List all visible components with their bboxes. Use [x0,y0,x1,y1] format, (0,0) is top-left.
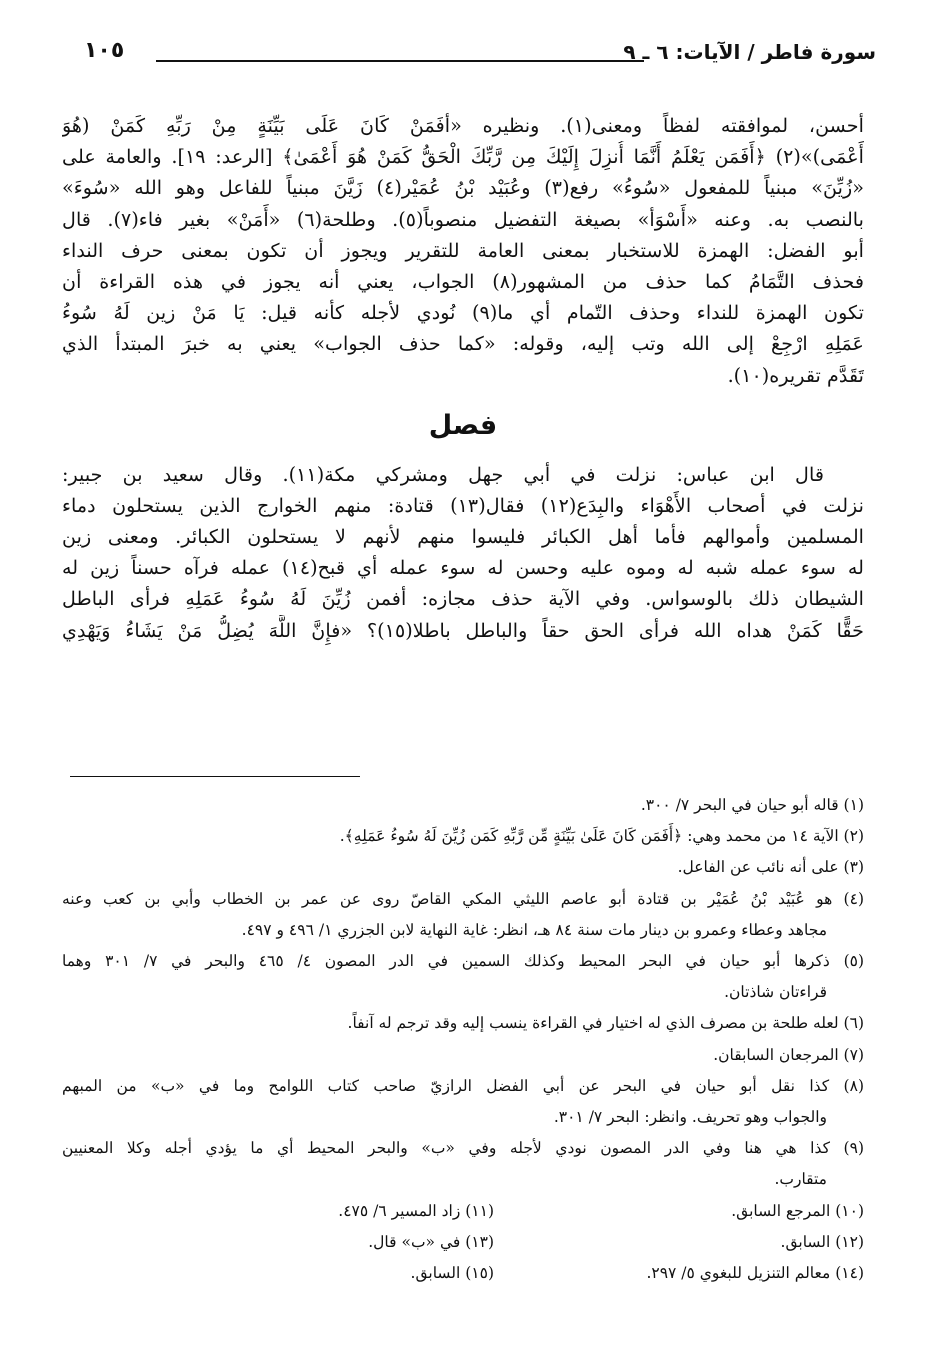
footnote: (١٢) السابق. [780,1232,864,1251]
body-text [62,110,864,646]
text-line: أبو الفضل: الهمزة للاستخبار بمعنى العامة للتقرير ويجوز أن تكون بمعنى حرف النداء [62,238,864,262]
footnote: (١٣) في «ب» قال. [368,1232,494,1251]
footnote-continuation: والجواب وهو تحريف. وانظر: البحر ٧/ ٣٠١. [553,1108,827,1127]
text-line: أَعْمَى)»(٢) ﴿أَفَمَن يَعْلَمُ أَنَّمَا أُنزِلَ إِلَيْكَ مِن رَّبِّكَ الْحَقُّ كَمَنْ هُوَ أَعْمَىٰ﴾ [الرعد: ١٩]. والعامة على [62,145,864,169]
footnote-separator [70,776,360,777]
footnote-continuation: متقارب. [774,1170,827,1189]
footnote-continuation: قراءتان شاذتان. [724,983,827,1002]
footnote: (٧) المرجعان السابقان. [713,1045,864,1064]
text-line: المسلمين وأموالهم فأما أهل الكبائر فليسوا منهم لأنهم لا يستحلون الكبائر. ومعنى زين [62,525,864,549]
footnote: (٨) كذا نقل أبو حيان في البحر عن أبي الفضل الرازيّ صاحب كتاب اللوامح وما في «ب» من المبهم [62,1076,864,1095]
text-line: تكون الهمزة للنداء وحذف التّمام أي ما(٩) نُودي لأجله كأنه قيل: يَا مَنْ زين لَهُ سُوءُ [62,301,864,325]
text-line: «زُيِّنَ» مبنياً للمفعول «سُوءُ» رفع(٣) وعُبَيْد بْنُ عُمَيْر(٤) زَيَّنَ مبنياً للفاعل وهو الله «سُوءَ» [62,176,864,200]
text-line: فحذف التَّمَامُ كما حذف من المشهور(٨) الجواب، يعني أنه يجوز في هذه القراءة أن [62,269,864,293]
footnote-pair [62,1227,864,1258]
page-header [84,34,876,68]
footnote: (١) قاله أبو حيان في البحر ٧/ ٣٠٠. [640,796,864,814]
text-line: قال ابن عباس: نزلت في أبي جهل ومشركي مكة(١١). وقال سعيد بن جبير: [62,462,825,486]
footnote: (١٥) السابق. [410,1264,494,1283]
footnote: (٩) كذا هي هنا وفي الدر المصون نودي لأجله وفي «ب» والبحر المحيط أي ما يؤدي أجله وكلا المعنيين [62,1139,864,1158]
footnote-continuation: مجاهد وعطاء وعمرو بن دينار مات سنة ٨٤ هـ، انظر: غاية النهاية لابن الجزري ١/ ٤٩٦ و ٤٩٧. [241,920,827,939]
text-line: حَقًّا كَمَنْ هداه الله فرأى الحق حقاً والباطل باطلا(١٥)؟ «فإِنَّ اللَّهَ يُضِلُّ مَنْ يَشَاءُ وَيَهْدِي [62,618,864,642]
footnote: (٣) على أنه نائب عن الفاعل. [677,858,864,877]
footnote: (٤) هو عُبَيْد بْنُ عُمَيْر بن قتادة أبو عاصم الليثي المكي القاصّ روى عن عمر بن الخطاب وأبي بن كعب وعنه [62,889,864,908]
header-rule [156,60,644,62]
text-line: بالنصب به. وعنه «أَسْوَأ» بصيغة التفضيل منصوباً(٥). وطلحة(٦) «أَمَنْ» بغير فاء(٧). قال [62,207,864,231]
footnote-pair [62,1196,864,1227]
text-line: له سوء عمله شبه له وموه عليه وحسن له سوء عمله أي قبح(١٤) عمله فرآه حسناً زين له [62,556,864,580]
footnote-pair [62,1258,864,1289]
text-line: أحسن، لموافقته لفظاً ومعنى(١). ونظيره «أفَمَنْ كَانَ عَلَى بَيِّنَةٍ مِنْ رَبِّهِ كَمَنْ (هُوَ [62,114,864,137]
footnote: (١٠) المرجع السابق. [731,1201,864,1220]
text-line: عَمَلِهِ ارْجِعْ إلى الله وتب إليه، وقوله: «كما حذف الجواب» يعني به خبرَ المبتدأ الذي [62,332,864,356]
text-line: نزلت في أصحاب الأَهْوَاء والبِدَع(١٢) فقال(١٣) قتادة: منهم الخوارج الذين يستحلون دماء [62,493,864,517]
footnote: (١٤) معالم التنزيل للبغوي ٥/ ٢٩٧. [646,1264,864,1283]
text-line: الشيطان ذلك بالوسواس. وفي الآية حذف مجازه: أفمن زُيِّنَ لَهُ سُوءُ عَمَلِهِ فرأى الباطل [62,587,864,611]
page-number: ١٠٥ [84,38,125,63]
running-head: سورة فاطر / الآيات: ٦ ـ ٩ [623,40,876,64]
section-title: فصل [428,409,498,441]
footnote: (٢) الآية ١٤ من محمد وهي: ﴿أَفَمَن كَانَ عَلَىٰ بَيِّنَةٍ مِّن رَّبِّهِ كَمَن زُيِّنَ لَهُ سُوءُ عَمَلِهِ﴾. [339,827,864,846]
footnote: (٦) لعله طلحة بن مصرف الذي له اختيار في القراءة ينسب إليه وقد ترجم له آنفاً. [347,1014,864,1033]
footnote: (١١) زاد المسير ٦/ ٤٧٥. [338,1201,494,1220]
footnotes [62,790,864,1289]
footnote: (٥) ذكرها أبو حيان في البحر المحيط وكذلك السمين في الدر المصون ٤/ ٤٦٥ والبحر في ٧/ ٣٠١ وهما [62,952,864,971]
text-line: تَقَدَّم تقريره(١٠). [727,363,864,387]
